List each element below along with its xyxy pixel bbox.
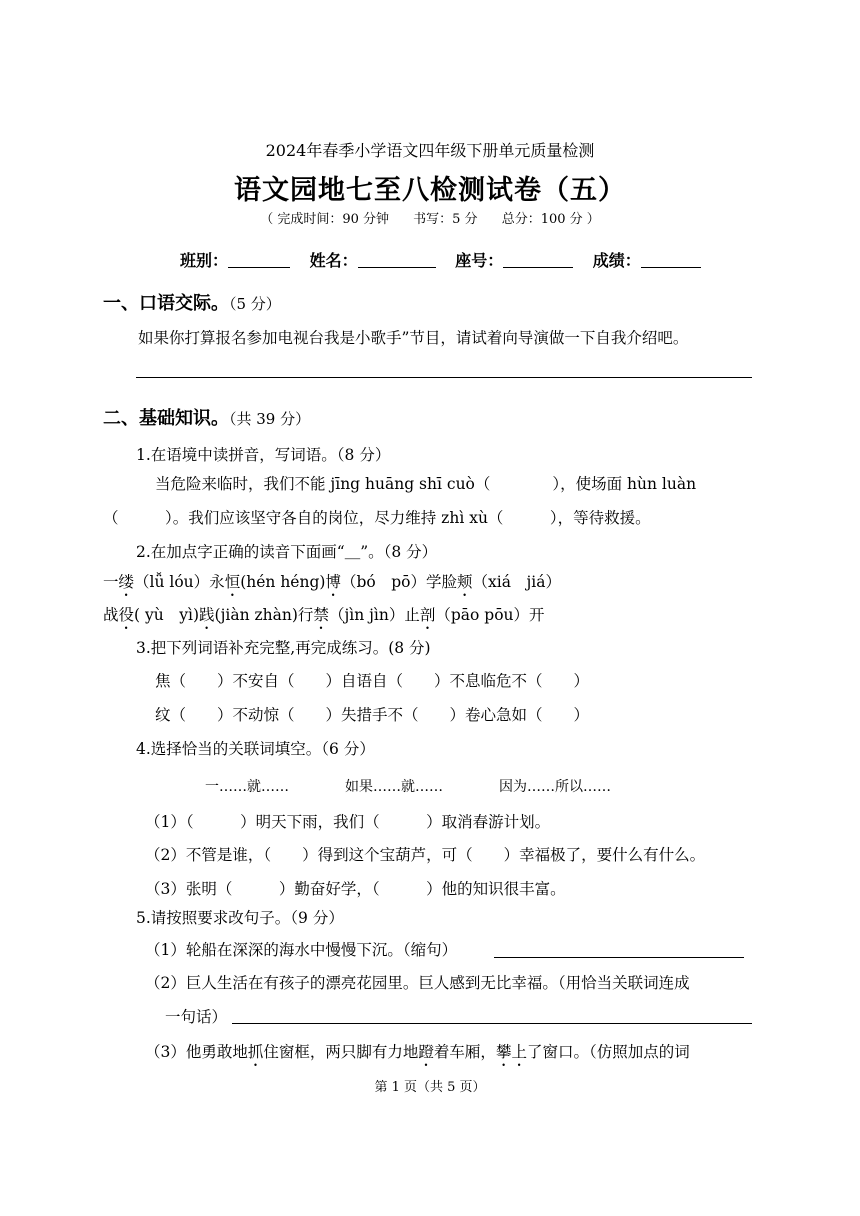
q4-item-2: （2）不管是谁，（ ）得到这个宝葫芦，可（ ）幸福极了，要什么有什么。 xyxy=(145,846,706,864)
q5-item-3-dotted: 抓 xyxy=(247,1043,264,1061)
q5-item-3-part: 住窗框，两只脚有力地 xyxy=(263,1043,419,1061)
q5-item-3 xyxy=(145,1040,690,1070)
section1-answer-line[interactable] xyxy=(136,377,752,378)
q3-item: 临危不（ ） xyxy=(480,672,590,690)
q5-item-3-dotted: 上 xyxy=(511,1043,527,1061)
q3-row2 xyxy=(155,703,589,725)
q4-option: 一……就…… xyxy=(205,779,289,795)
meta-total: 总分：100 分 ） xyxy=(501,212,600,227)
student-info-fields xyxy=(180,248,701,271)
q4-item-1: （1）（ ）明天下雨，我们（ ）取消春游计划。 xyxy=(145,813,551,831)
q4-option: 如果……就…… xyxy=(345,779,443,795)
field-score-blank[interactable] xyxy=(641,253,701,268)
q5-item-3-part: 了窗口。（仿照加点的词 xyxy=(526,1043,690,1061)
q4-option: 因为……所以…… xyxy=(499,779,611,795)
q2-title: 2.在加点字正确的读音下面画“＿”。（8 分） xyxy=(136,543,438,561)
q5-title: 5.请按照要求改句子。（9 分） xyxy=(136,909,344,927)
q3-title: 3.把下列词语补充完整,再完成练习。(8 分) xyxy=(136,639,431,657)
q2-item: 剖（pāo pōu）开 xyxy=(419,606,545,624)
q2-item: 践(jiàn zhàn)行 xyxy=(199,606,314,624)
field-name-blank[interactable] xyxy=(358,253,436,268)
section1-heading: 一、口语交际。（5 分） xyxy=(103,293,281,314)
exam-meta xyxy=(0,208,860,227)
field-score-label: 成绩： xyxy=(592,251,641,270)
q5-item-3-part: 着车厢， xyxy=(433,1043,496,1061)
q5-item-3-dotted: 蹬 xyxy=(418,1043,434,1061)
section2-heading: 二、基础知识。（共 39 分） xyxy=(103,408,311,429)
field-name-label: 姓名： xyxy=(309,251,358,270)
q3-item: 惊（ ）失措 xyxy=(263,706,373,724)
q5-item-3-part: （3）他勇敢地 xyxy=(145,1043,248,1061)
q3-item: 自（ ）自语 xyxy=(263,672,373,690)
exam-subtitle: 2024年春季小学语文四年级下册单元质量检测 xyxy=(265,141,595,160)
q5-item-3-dotted: 攀 xyxy=(495,1043,512,1061)
q3-row1 xyxy=(155,669,589,691)
q2-item: 禁（jìn jìn）止 xyxy=(313,606,420,624)
q3-item: 心急如（ ） xyxy=(480,706,590,724)
q4-item-3: （3）张明（ ）勤奋好学，（ ）他的知识很丰富。 xyxy=(145,880,566,898)
q3-item: 手不（ ）卷 xyxy=(372,706,481,724)
q2-item: 战役( yù yì) xyxy=(103,606,200,624)
q2-item: 永恒(hén héng) xyxy=(209,573,326,591)
q4-options xyxy=(205,776,639,796)
q2-row2 xyxy=(103,603,545,633)
q2-row1 xyxy=(103,570,561,600)
exam-title: 语文园地七至八检测试卷（五） xyxy=(234,175,626,206)
q3-item: 纹（ ）不动 xyxy=(155,706,264,724)
q3-item: 自（ ）不息 xyxy=(372,672,481,690)
q5-item-1: （1）轮船在深深的海水中慢慢下沉。（缩句） xyxy=(145,941,458,959)
field-class-blank[interactable] xyxy=(228,253,290,268)
field-seat-blank[interactable] xyxy=(503,253,573,268)
q1-line2: （ ）。我们应该坚守各自的岗位，尽力维持 zhì xù（ ），等待救援。 xyxy=(103,509,651,527)
q2-item: 脸颊（xiá jiá） xyxy=(441,573,561,591)
q5-item-2a: （2）巨人生活在有孩子的漂亮花园里。巨人感到无比幸福。（用恰当关联词连成 xyxy=(145,974,690,992)
q1-title: 1.在语境中读拼音，写词语。（8 分） xyxy=(136,446,391,464)
section1-prompt: 如果你打算报名参加电视台我是小歌手”节目，请试着向导演做一下自我介绍吧。 xyxy=(138,329,689,347)
q4-title: 4.选择恰当的关联词填空。（6 分） xyxy=(136,740,375,758)
field-class-label: 班别： xyxy=(180,251,229,270)
q2-item: 博（bó pō）学 xyxy=(325,573,442,591)
q5-item-1-answer-line[interactable] xyxy=(494,957,744,958)
q1-line1: 当危险来临时，我们不能 jīng huāng shī cuò（ ），使场面 hùn luàn xyxy=(155,475,697,493)
q3-item: 焦（ ）不安 xyxy=(155,672,264,690)
q5-item-2b: 一句话） xyxy=(165,1008,228,1026)
q2-item: 一缕（lǚ lóu） xyxy=(103,573,210,591)
q5-item-2-answer-line[interactable] xyxy=(232,1023,752,1024)
meta-writing: 书写：5 分 xyxy=(413,212,478,227)
meta-time: （ 完成时间：90 分钟 xyxy=(260,212,390,227)
field-seat-label: 座号： xyxy=(455,251,504,270)
page-footer: 第 1 页（共 5 页） xyxy=(374,1080,486,1095)
